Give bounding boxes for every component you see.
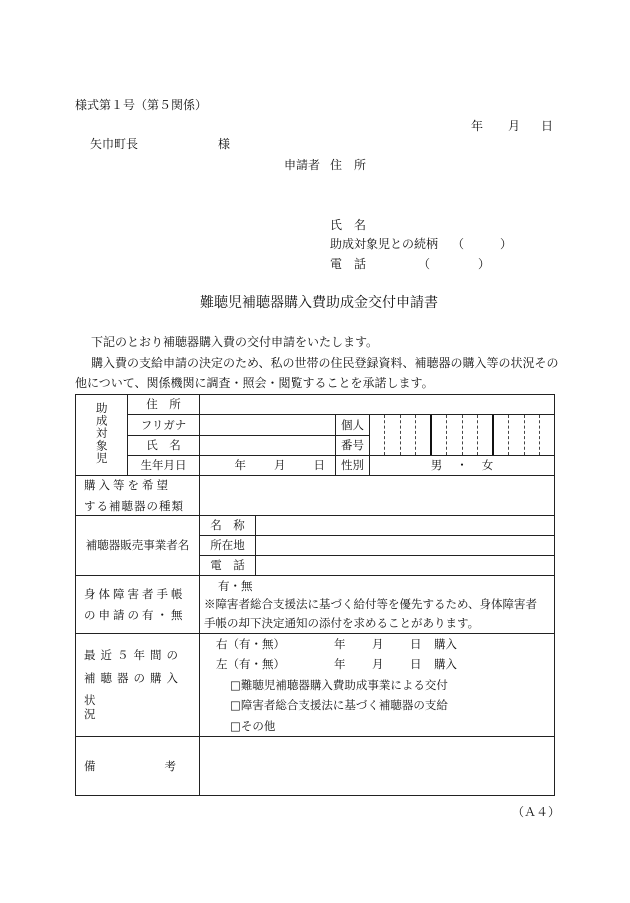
recent-label-3 <box>84 693 191 722</box>
personal-number-label-cell <box>336 415 370 436</box>
birth-day: 日 <box>313 458 325 473</box>
option-support-act-checkbox[interactable]: □障害者総合支援法に基づく補聴器の支給 <box>230 698 448 713</box>
addressee: 矢巾町長 <box>90 137 139 151</box>
vendor-name-field[interactable] <box>256 516 555 536</box>
name-label-cell <box>128 435 200 456</box>
furigana-label-cell <box>128 415 200 436</box>
left-ear[interactable]: 左（有・無） <box>216 657 285 672</box>
left-year: 年 <box>334 657 346 672</box>
right-year: 年 <box>334 637 346 652</box>
disability-field <box>200 576 555 634</box>
applicant-name-label: 氏 名 <box>330 218 367 232</box>
recent-label-1: 最近５年間の <box>84 648 183 663</box>
date-year: 年 <box>471 119 484 133</box>
relation-label: 助成対象児との続柄 <box>330 237 439 251</box>
option-other-checkbox[interactable]: □その他 <box>230 718 276 733</box>
right-ear[interactable]: 右（有・無） <box>216 637 285 652</box>
remarks-field[interactable] <box>200 737 555 796</box>
left-month: 月 <box>372 657 384 672</box>
remarks-label-cell <box>76 737 200 796</box>
name-field[interactable] <box>200 435 336 456</box>
vendor-phone-label-cell <box>200 556 256 576</box>
vendor-label: 補聴器販売事業者名 <box>85 538 190 553</box>
intro-line-1: 下記のとおり補聴器購入費の交付申請をいたします。 <box>91 335 379 349</box>
vendor-name-label-cell <box>200 516 256 536</box>
name-label: 氏 名 <box>146 438 181 453</box>
right-purchase: 購入 <box>434 637 457 652</box>
personal-number-label-2: 番号 <box>341 438 364 453</box>
disability-label-1: 身体障害者手帳 <box>84 587 186 602</box>
right-month: 月 <box>372 637 384 652</box>
birthdate-label-cell <box>128 456 200 476</box>
disability-note-1: ※障害者総合支援法に基づく給付等を優先するため、身体障害者 <box>204 597 538 612</box>
disability-note-2: 手帳の却下決定通知の添付を求めることがあります。 <box>204 615 480 630</box>
target-child-cell <box>76 395 128 476</box>
honorific: 様 <box>218 137 231 151</box>
vendor-location-label: 所在地 <box>210 538 245 553</box>
device-type-label-cell <box>76 476 200 516</box>
left-day: 日 <box>410 657 422 672</box>
sex-label-cell <box>336 456 370 476</box>
paper-size: （Ａ４） <box>512 805 561 819</box>
application-table <box>75 394 555 796</box>
recent-field <box>200 634 555 737</box>
sex-separator: ・ <box>456 458 468 473</box>
recent-label-cell <box>76 634 200 737</box>
remarks-label: 備 考 <box>84 758 176 773</box>
vendor-label-cell <box>76 516 200 576</box>
date-month: 月 <box>508 119 521 133</box>
right-day: 日 <box>410 637 422 652</box>
sex-field[interactable] <box>370 456 555 476</box>
personal-number-label-cell-2 <box>336 435 370 456</box>
intro-line-2: 購入費の支給申請の決定のため、私の世帯の住民登録資料、補聴器の購入等の状況その <box>91 356 559 370</box>
address-label-cell <box>128 395 200 415</box>
phone-value: （ ） <box>418 257 491 271</box>
vendor-location-field[interactable] <box>256 536 555 556</box>
recent-label-3-text: 状況 <box>84 693 176 722</box>
device-type-field[interactable] <box>200 476 555 516</box>
right-ear-row <box>216 637 548 651</box>
furigana-field[interactable] <box>200 415 336 436</box>
vendor-name-label: 名 称 <box>210 518 245 533</box>
personal-number-field[interactable] <box>370 415 555 456</box>
option-subsidy-checkbox[interactable]: □難聴児補聴器購入費助成事業による交付 <box>230 677 448 692</box>
vendor-phone-field[interactable] <box>256 556 555 576</box>
target-child-label: 助成対象児 <box>94 402 109 465</box>
date-day: 日 <box>541 119 554 133</box>
birth-year: 年 <box>234 458 246 473</box>
form-number: 様式第１号（第５関係） <box>75 98 208 112</box>
birth-month: 月 <box>274 458 286 473</box>
device-type-label-2: する補聴器の種類 <box>84 498 184 513</box>
relation-value: （ ） <box>452 237 513 251</box>
disability-label-2: の申請の有・無 <box>84 607 186 622</box>
disability-label-cell <box>76 576 200 634</box>
furigana-label: フリガナ <box>140 417 187 432</box>
phone-label: 電 話 <box>330 257 367 271</box>
intro-line-3: 他について、関係機関に調査・照会・閲覧することを承諾します。 <box>75 376 434 390</box>
address-field[interactable] <box>200 395 555 415</box>
document-title: 難聴児補聴器購入費助成金交付申請書 <box>200 295 438 311</box>
birthdate-label: 生年月日 <box>140 458 187 473</box>
birthdate-field[interactable] <box>200 456 336 476</box>
recent-label-2: 補聴器の購入 <box>84 670 183 685</box>
vendor-location-label-cell <box>200 536 256 556</box>
sex-male[interactable]: 男 <box>430 458 443 473</box>
disability-choice[interactable]: 有・無 <box>218 578 253 593</box>
personal-number-label-1: 個人 <box>341 417 364 432</box>
sex-label: 性別 <box>341 458 364 473</box>
left-ear-row <box>216 657 548 671</box>
sex-female[interactable]: 女 <box>481 458 494 473</box>
vendor-phone-label: 電 話 <box>210 558 245 573</box>
device-type-label-1: 購入等を希望 <box>84 478 171 493</box>
left-purchase: 購入 <box>434 657 457 672</box>
address-label: 住 所 <box>146 397 181 412</box>
applicant-address-label: 住 所 <box>330 158 367 172</box>
applicant-label: 申請者 <box>284 158 321 172</box>
